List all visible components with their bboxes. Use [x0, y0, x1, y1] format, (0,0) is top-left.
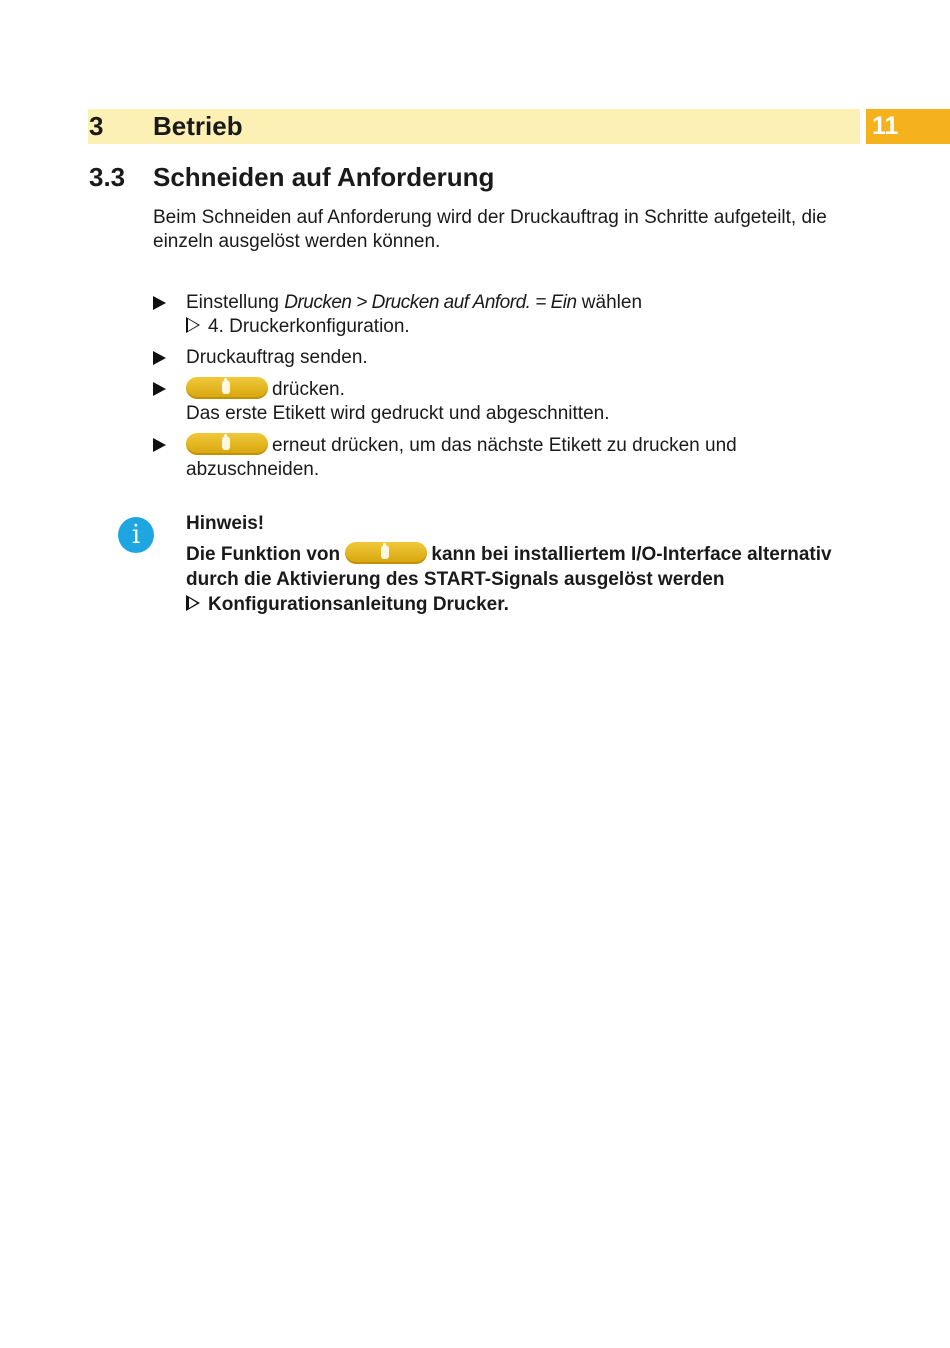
- triangle-bullet-icon: [153, 438, 166, 452]
- step-text: erneut drücken, um das nächste Etikett zu drucken und abzuschneiden.: [186, 435, 737, 480]
- step-list: [153, 291, 853, 482]
- hand-icon: [222, 436, 230, 450]
- note-heading: Hinweis!: [186, 513, 265, 534]
- note-text-after: kann bei installiertem I/O-Interface alternativ durch die Aktivierung des START-Signals ausgelöst werden: [186, 544, 832, 590]
- triangle-bullet-icon: [153, 351, 166, 365]
- feed-button-icon: [345, 542, 427, 564]
- section-title: Schneiden auf Anforderung: [153, 162, 495, 192]
- page-number: 11: [872, 112, 899, 140]
- info-icon: i: [118, 517, 154, 553]
- step-text: drücken.: [272, 379, 345, 400]
- step-item: [153, 346, 853, 370]
- step-result: Das erste Etikett wird gedruckt und abgeschnitten.: [186, 403, 610, 424]
- step-item: [153, 433, 853, 482]
- step-text-suffix: wählen: [576, 292, 643, 313]
- note-reference-link[interactable]: Konfigurationsanleitung Drucker.: [208, 594, 509, 615]
- note-box: [186, 511, 846, 617]
- step-item: [153, 377, 853, 426]
- step-item: [153, 291, 853, 339]
- reference-link[interactable]: 4. Druckerkonfiguration.: [208, 316, 410, 337]
- note-body: [186, 542, 846, 617]
- step-text: Druckauftrag senden.: [186, 347, 368, 368]
- reference-arrow-icon: [186, 317, 200, 333]
- chapter-title: Betrieb: [153, 111, 243, 141]
- section-number: 3.3: [89, 162, 126, 192]
- feed-button-icon: [186, 433, 268, 455]
- note-text-before: Die Funktion von: [186, 544, 341, 565]
- chapter-number: 3: [89, 111, 104, 141]
- reference-arrow-icon: [186, 595, 200, 611]
- intro-paragraph: Beim Schneiden auf Anforderung wird der Druckauftrag in Schritte aufgeteilt, die einzeln ausgelöst werden können.: [153, 207, 827, 252]
- menu-path: Drucken > Drucken auf Anford. = Ein: [284, 292, 577, 313]
- feed-button-icon: [186, 377, 268, 399]
- triangle-bullet-icon: [153, 296, 166, 310]
- triangle-bullet-icon: [153, 382, 166, 396]
- step-text: Einstellung: [186, 292, 285, 313]
- hand-icon: [222, 380, 230, 394]
- hand-icon: [381, 545, 389, 559]
